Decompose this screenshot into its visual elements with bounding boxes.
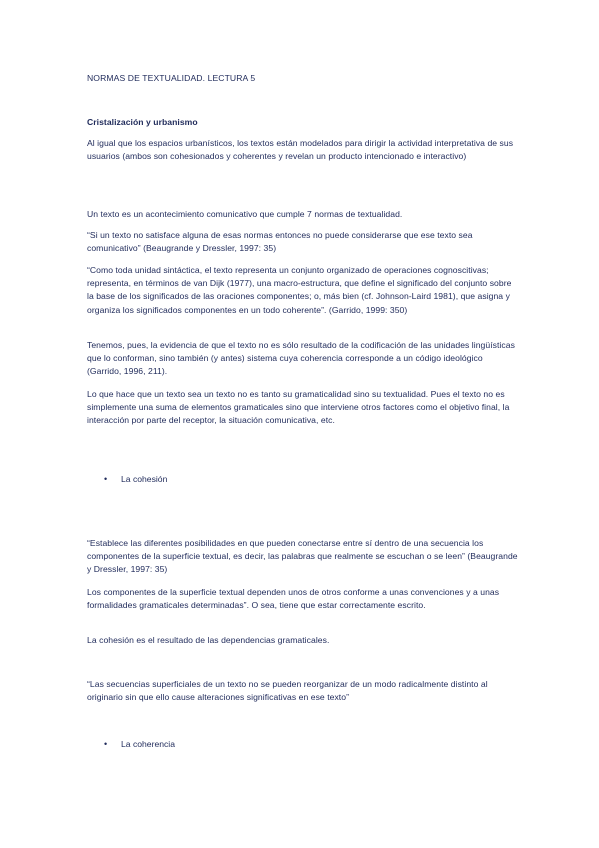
paragraph: Lo que hace que un texto sea un texto no es tanto su gramaticalidad sino su textualidad. Pues el texto no es simplemente una suma de elementos gramaticales sino que interviene otros factores como el objetivo final, la interacción por parte del receptor, la situación comunicativa, etc. (87, 389, 510, 426)
document-title: NORMAS DE TEXTUALIDAD. LECTURA 5 (87, 73, 256, 83)
paragraph: Tenemos, pues, la evidencia de que el texto no es sólo resultado de la codificación de las unidades lingüísticas que lo conforman, sino también (y antes) sistema cuya coherencia corresponde a un código ideológico (Garrido, 1996, 211). (87, 340, 515, 377)
quote-paragraph: “Si un texto no satisface alguna de esas normas entonces no puede considerarse que ese texto sea comunicativo” (Beaugrande y Dressler, 1997: 35) (87, 230, 473, 254)
quote-paragraph: “Como toda unidad sintáctica, el texto representa un conjunto organizado de operaciones cognoscitivas; representa, en términos de van Dijk (1977), una macro-estructura, que define el significado del conjunto sobre la base de los significados de las oraciones componentes; o, más bien (cf. Johnson-Laird 1981), que asigna y organiza los significados componentes en un todo coherente”. (Garrido, 1999: 350) (87, 265, 512, 315)
bullet-item-cohesion (104, 473, 404, 486)
paragraph: Los componentes de la superficie textual dependen unos de otros conforme a unas convenciones y a unas formalidades gramaticales determinadas”. O sea, tiene que estar correctamente escrito. (87, 587, 500, 611)
bullet-label: La coherencia (121, 739, 175, 749)
paragraph: La cohesión es el resultado de las dependencias gramaticales. (87, 635, 330, 645)
quote-paragraph: “Establece las diferentes posibilidades en que pueden conectarse entre sí dentro de una secuencia los componentes de la superficie textual, es decir, las palabras que realmente se escuchan o se leen” (Beaugrande y Dressler, 1997: 35) (87, 538, 518, 575)
paragraph: Al igual que los espacios urbanísticos, los textos están modelados para dirigir la actividad interpretativa de sus usuarios (ambos son cohesionados y coherentes y revelan un producto intencionado e interactivo) (87, 138, 514, 162)
quote-paragraph: “Las secuencias superficiales de un texto no se pueden reorganizar de un modo radicalmente distinto al originario sin que ello cause alteraciones significativas en ese texto” (87, 679, 488, 703)
bullet-item-coherence (104, 738, 404, 751)
bullet-icon: • (104, 739, 108, 749)
bullet-icon: • (104, 474, 108, 484)
bullet-label: La cohesión (121, 474, 168, 484)
paragraph: Un texto es un acontecimiento comunicativo que cumple 7 normas de textualidad. (87, 209, 403, 219)
section-heading: Cristalización y urbanismo (87, 117, 198, 127)
